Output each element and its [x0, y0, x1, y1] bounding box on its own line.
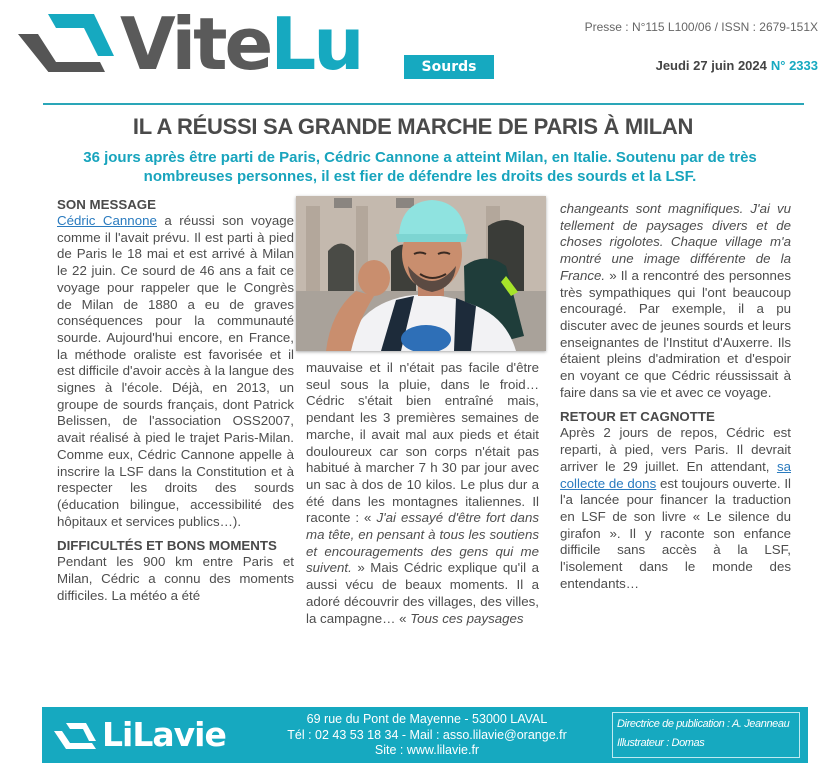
edition-badge: Sourds: [404, 55, 494, 79]
section-title-difficultes: DIFFICULTÉS ET BONS MOMENTS: [57, 538, 277, 554]
column-2: [306, 360, 539, 627]
article-subhead: 36 jours après être parti de Paris, Cédric Cannone a atteint Milan, en Italie. Soutenu par de très nombreuses personnes, il est fier de défendre les droits des sourds et la LSF.: [83, 149, 757, 185]
address: 69 rue du Pont de Mayenne - 53000 LAVAL: [306, 712, 548, 726]
section-title-son-message: SON MESSAGE: [57, 197, 157, 212]
difficultes-text-2: » Mais Cédric explique qu'il a aussi vécu de beaux moments. Il a adoré découvrir des villages, des villes, la campagne… «: [306, 560, 539, 626]
collecte-dons-link[interactable]: sa collecte de dons: [560, 458, 791, 491]
difficultes-text: mauvaise et il n'était pas facile d'être seul sous la pluie, dans le froid… Cédric s'était bien entraîné mais, pendant les 3 premières semaines de marche, il avait mal aux pieds et était douloureux car son corps n'était pas habitué à marcher 7 h 30 par jour avec un sac à dos de 10 kilos. Le plus dur a été dans les montagnes italiennes. Il raconte : «: [306, 360, 539, 526]
quote-paysages-start: Tous ces paysages: [410, 610, 524, 626]
illustrator-credit: Illustrateur : Domas: [617, 737, 705, 749]
section-title-retour: RETOUR ET CAGNOTTE: [560, 409, 715, 425]
article-headline: IL A RÉUSSI SA GRANDE MARCHE DE PARIS À MILAN: [132, 114, 694, 139]
lilavie-logo-mark-icon: [52, 721, 102, 751]
director-credit: Directrice de publication : A. Jeanneau: [617, 718, 790, 730]
phone-mail: Tél : 02 43 53 18 34 - Mail : asso.lilavie@orange.fr: [287, 727, 567, 742]
quote-paysages: changeants sont magnifiques. J'ai vu tellement de paysages divers et de choses rigolotes. Chaque village m'a montré une image différente de la France.: [560, 201, 791, 283]
paragraph-paysages: [560, 201, 791, 401]
vitelu-logo: [120, 4, 362, 84]
column-3: [560, 201, 791, 592]
issue-date: Jeudi 27 juin 2024: [655, 58, 767, 73]
retour-text: Après 2 jours de repos, Cédric est reparti, à pied, vers Paris. Il devrait arriver le 29 juillet. En attendant,: [560, 425, 791, 474]
logo-lu: Lu: [270, 2, 362, 86]
website: Site : www.lilavie.fr: [374, 743, 480, 757]
vitelu-logo-mark-icon: [16, 12, 116, 72]
column-1: [57, 196, 294, 604]
retour-text-2: est toujours ouverte. Il l'a lancée pour financer la traduction en LSF de son livre « Le silence du girafon ». Il y raconte son enfance difficile sans accès à la LSF, l'isolement dans le monde des entendants…: [560, 475, 791, 591]
footer: [42, 707, 808, 763]
issue-number: N° 2333: [770, 58, 818, 73]
lilavie-logo: [52, 715, 242, 755]
presse-info: Presse : N°115 L100/06 / ISSN : 2679-151X: [584, 20, 818, 34]
credits-box: [612, 712, 800, 758]
paragraph-difficultes-continued: [306, 360, 539, 627]
article-photo: [296, 196, 546, 351]
masthead: [0, 0, 826, 100]
quote-fort: J'ai essayé d'être fort dans ma tête, en pensant à tous les soutiens et encouragements des gens qui me suivent.: [306, 510, 539, 576]
lilavie-name: LiLavie: [102, 715, 226, 754]
son-message-text: a réussi son voyage comme il l'avait prévu. Il est parti à pied de Paris le 18 mai et est arrivé à Milan le 22 juin. Ce sourd de 46 ans a fait ce voyage pour rappeler que le Congrès de Milan de 1880 a eu de graves conséquences pour la communauté sourde. Aujourd'hui encore, en France, la méthode oraliste est favorisée et il est difficile d'avoir accès à la langue des signes à l'école. Déjà, en 2013, un groupe de sourds français, dont Patrick Belissen, de l'association OSS2007, avait réalisé à pied le trajet Paris-Milan. Comme eux, Cédric Cannone appelle à inscrire la LSF dans la Constitution et à respecter les droits des sourds (éducation bilingue, accessibilité des hôpitaux et services publics…).: [57, 213, 294, 529]
photo-cedric-milan: [296, 196, 546, 351]
header-divider: [43, 103, 804, 105]
logo-vite: Vite: [120, 2, 271, 86]
rencontres-text: » Il a rencontré des personnes très sympathiques qui l'ont beaucoup encouragé. Par exemple, il a pu discuter avec de jeunes sourds et leurs enseignantes de l'Institut d'Auxerre. Ils étaient pleins d'admiration et d'espoir en voyant ce que Cédric réussissait à faire dans sa vie et avec ce voyage.: [560, 267, 791, 400]
paragraph-son-message: [57, 213, 294, 530]
contact-info: [257, 712, 597, 759]
paragraph-difficultes-start: Pendant les 900 km entre Paris et Milan, Cédric a connu des moments difficiles. La météo a été: [57, 554, 294, 603]
paragraph-retour: [560, 425, 791, 592]
issue-info: [656, 58, 818, 73]
cedric-cannone-link[interactable]: Cédric Cannone: [57, 213, 157, 228]
